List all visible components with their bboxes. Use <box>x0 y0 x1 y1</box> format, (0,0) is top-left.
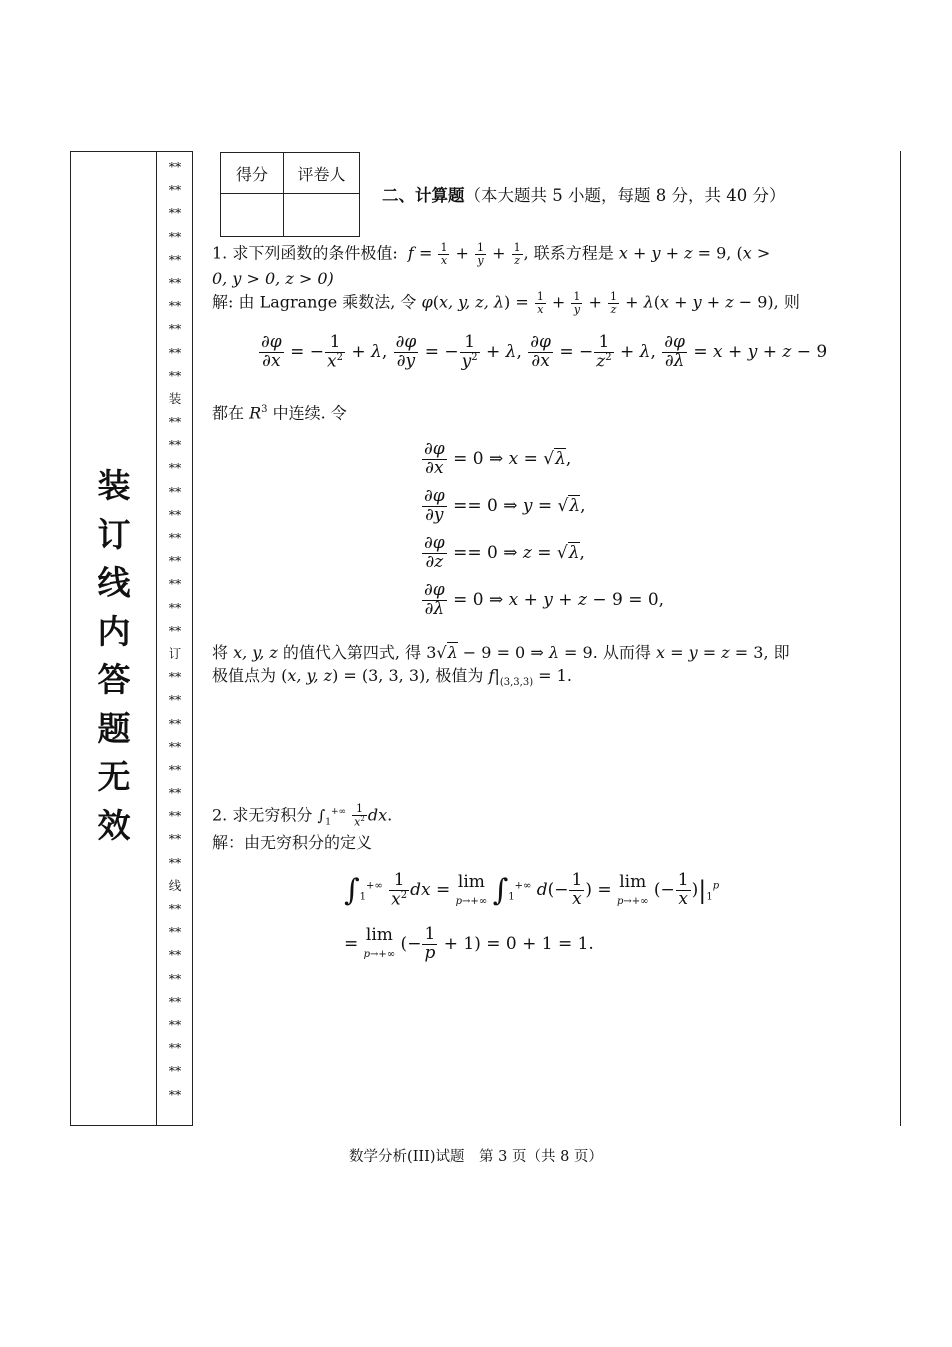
binding-star: ** <box>168 854 182 870</box>
binding-star: ** <box>168 831 182 847</box>
binding-star: ** <box>168 692 182 708</box>
binding-star: ** <box>168 506 182 522</box>
problem1-constraints: 0, y > 0, z > 0) <box>212 269 334 288</box>
score-cell[interactable] <box>221 194 284 237</box>
problem1-statement: 1. 求下列函数的条件极值: f = $\frac{1}{x}$ + $\frac{1}{y}$ + $\frac{1}{z}$ , 联系方程是 x + y + z = 9, (x > <box>212 241 771 267</box>
binding-star: ** <box>168 993 182 1009</box>
solution-suffix: , 则 <box>773 292 800 312</box>
binding-star: ** <box>168 298 182 314</box>
binding-star: ** <box>168 1040 182 1056</box>
binding-star: ** <box>168 1063 182 1079</box>
binding-star: ** <box>168 205 182 221</box>
binding-divider <box>156 151 157 1126</box>
binding-star-column <box>160 155 190 1106</box>
binding-star: ** <box>168 367 182 383</box>
binding-star: 装 <box>168 390 182 406</box>
binding-star: ** <box>168 785 182 801</box>
binding-char: 线 <box>97 563 131 602</box>
binding-star: ** <box>168 576 182 592</box>
stationary-equations: $\frac{\partial\varphi}{\partial x}$ = 0 ⇒ x = √λ, $\frac{\partial\varphi}{\partial y}$ == 0 ⇒ y = √λ, $\frac{\partial\varphi}{\partial z}$ == 0 ⇒ z = √λ, $\frac{\partial\varphi}{\partial\lambda}$ = 0 ⇒ x + y + z − 9 = 0, <box>424 439 665 619</box>
binding-star: ** <box>168 738 182 754</box>
binding-star: ** <box>168 251 182 267</box>
binding-star: ** <box>168 901 182 916</box>
binding-char: 答 <box>97 660 131 699</box>
binding-star: ** <box>168 1016 182 1032</box>
binding-star: ** <box>168 947 182 963</box>
section-note: （本大题共 5 小题，每题 8 分，共 40 分） <box>464 186 786 205</box>
continuity-tail: 中连续. 令 <box>272 403 347 423</box>
binding-star: 线 <box>168 877 182 893</box>
binding-star: ** <box>168 530 182 545</box>
binding-star: ** <box>168 460 182 476</box>
section-heading <box>382 182 785 206</box>
partial-derivatives-equation: $\frac{\partial\varphi}{\partial x}$ = − $\frac{1}{x^2}$ + λ, $\frac{\partial\varphi}{\partial y}$ = − $\frac{1}{y^2}$ + λ, $\frac{\partial\varphi}{\partial x}$ = − $\frac{1}{z^2}$ + λ, $\frac{\partial\varphi}{\partial\lambda}$ = x + y + z − 9 <box>261 332 828 372</box>
conclusion-prefix: 将 <box>212 643 229 662</box>
binding-star: ** <box>168 808 182 824</box>
problem2-statement: 2. 求无穷积分 $\int_1^{+\infty}$ $\frac{1}{x^2}$ dx. <box>212 802 393 829</box>
binding-star: ** <box>168 622 182 638</box>
binding-star: ** <box>168 437 182 453</box>
binding-star: ** <box>168 182 182 198</box>
grader-cell[interactable] <box>284 194 360 237</box>
grader-header: 评卷人 <box>284 153 360 194</box>
binding-warning-text <box>78 462 150 850</box>
binding-star: ** <box>168 483 182 499</box>
binding-star: ** <box>168 274 182 290</box>
binding-char: 效 <box>97 805 131 845</box>
binding-star: ** <box>168 553 182 569</box>
binding-char: 内 <box>97 611 131 651</box>
binding-star: ** <box>168 761 182 777</box>
right-margin-rule <box>900 151 901 1126</box>
binding-star: ** <box>168 228 182 244</box>
problem1-prefix: 1. 求下列函数的条件极值: <box>212 243 398 263</box>
binding-star: ** <box>168 924 182 940</box>
solution-prefix: 解: 由 Lagrange 乘数法, 令 <box>212 292 417 312</box>
problem2-title: 2. 求无穷积分 <box>212 805 313 825</box>
problem1-conclusion-line1: 将 x, y, z 的值代入第四式, 得 3√λ − 9 = 0 ⇒ λ = 9. 从而得 x = y = z = 3, 即 <box>212 643 790 662</box>
improper-integral-result: = lim p→+∞ (− $\frac{1}{p}$ + 1) = 0 + 1 = 1. <box>344 924 594 963</box>
extremum-mid: , 极值为 <box>425 666 484 685</box>
binding-star: ** <box>168 414 182 430</box>
continuity-prefix: 都在 <box>212 403 245 423</box>
problem1-conclusion-line2: 极值点为 (x, y, z) = (3, 3, 3), 极值为 $f|_{(3,3,3)} = 1$. <box>212 666 572 689</box>
binding-star: ** <box>168 715 182 731</box>
conclusion-tail: . 从而得 <box>592 643 651 662</box>
binding-char: 订 <box>97 514 131 554</box>
score-header: 得分 <box>221 153 284 194</box>
improper-integral-equation: $\int_1^{+\infty}$ $\frac{1}{x^2}$ dx = lim p→+∞ $\int_1^{+\infty}$ d(− $\frac{1}{x}$ ) = lim p→+∞ (− $\frac{1}{x}$ )$|_1^p$ <box>344 870 720 910</box>
conclusion-end: , 即 <box>763 643 790 662</box>
extremum-prefix: 极值点为 <box>212 666 277 685</box>
conclusion-mid: 的值代入第四式, 得 <box>282 643 422 662</box>
binding-star: ** <box>168 321 182 337</box>
binding-char: 装 <box>97 466 131 505</box>
binding-char: 无 <box>97 757 131 796</box>
binding-star: ** <box>168 159 182 174</box>
binding-star: ** <box>168 599 182 615</box>
problem1-mid: , 联系方程是 <box>523 243 614 263</box>
continuity-statement: 都在 $R^3$ 中连续. 令 <box>212 403 347 423</box>
binding-char: 题 <box>97 708 131 748</box>
page-footer: 数学分析(III)试题 第 3 页（共 8 页） <box>349 1149 603 1165</box>
binding-star: ** <box>168 1086 182 1102</box>
binding-star: ** <box>168 970 182 986</box>
section-title: 二、计算题 <box>382 186 465 205</box>
binding-star: ** <box>168 344 182 360</box>
problem2-solution-intro: 解：由无穷积分的定义 <box>212 833 373 852</box>
score-table <box>220 152 360 237</box>
problem1-solution-intro: 解: 由 Lagrange 乘数法, 令 φ(x, y, z, λ) = $\frac{1}{x}$ + $\frac{1}{y}$ + $\frac{1}{z}$ + λ(x + y + z − 9), 则 <box>212 290 800 316</box>
binding-star: ** <box>168 669 182 685</box>
binding-star: 订 <box>168 645 182 661</box>
